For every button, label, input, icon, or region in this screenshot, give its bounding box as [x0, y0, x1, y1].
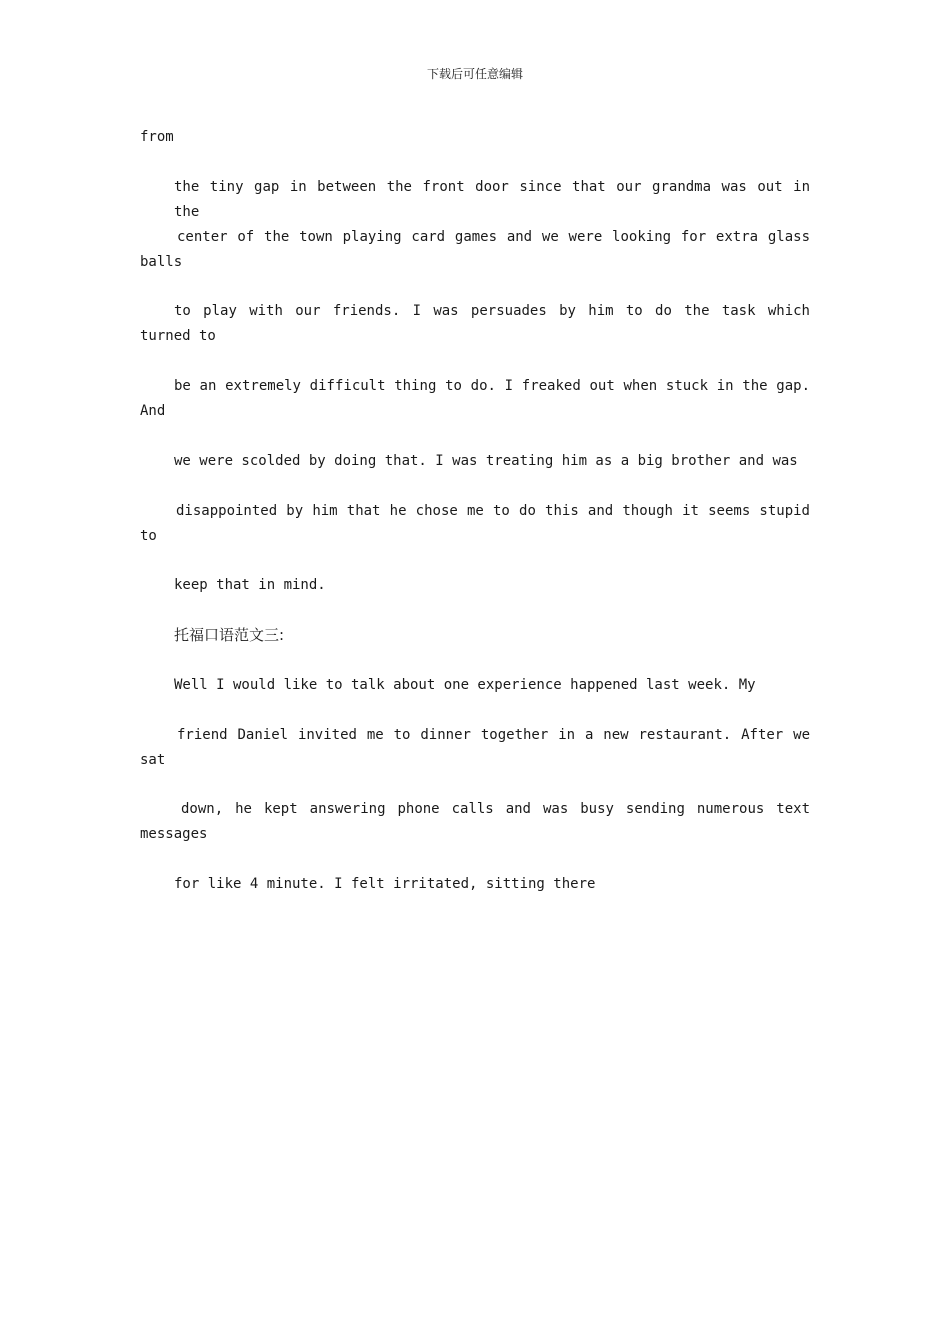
text-line: be an extremely difficult thing to do. I freaked out when stuck in the gap. And [140, 378, 819, 419]
text-line: keep that in mind. [174, 577, 326, 593]
text-line: friend Daniel invited me to dinner together in a new restaurant. After we sat [140, 727, 819, 768]
text-line: to play with our friends. I was persuades by him to do the task which turned to [140, 303, 819, 344]
text-line: from [140, 129, 174, 145]
section-heading: 托福口语范文三: [174, 626, 285, 644]
text-line: down, he kept answering phone calls and was busy sending numerous text messages [140, 801, 819, 842]
text-line: for like 4 minute. I felt irritated, sitting there [174, 876, 596, 892]
text-line: disappointed by him that he chose me to do this and though it seems stupid to [140, 503, 819, 544]
text-line: we were scolded by doing that. I was treating him as a big brother and was [174, 453, 798, 469]
page-header: 下载后可任意编辑 [426, 67, 523, 81]
text-line: the tiny gap in between the front door since that our grandma was out in the [174, 179, 819, 220]
text-line: center of the town playing card games and we were looking for extra glass balls [140, 229, 819, 270]
text-line: Well I would like to talk about one experience happened last week. My [174, 677, 756, 693]
